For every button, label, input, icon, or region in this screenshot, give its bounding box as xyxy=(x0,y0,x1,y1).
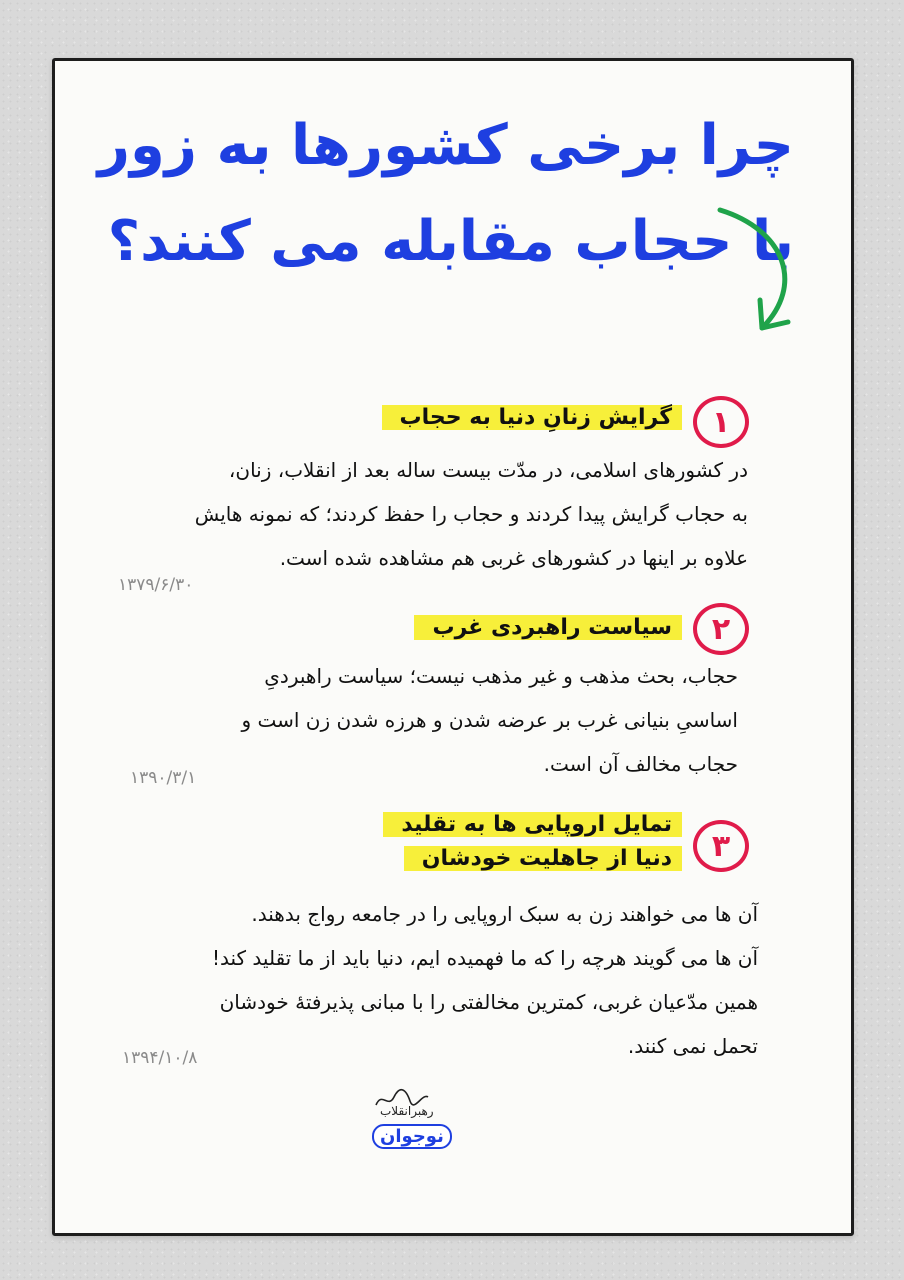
section-3-heading-line-1: تمایل اروپایی ها به تقلید xyxy=(383,812,682,837)
section-3-paragraph-line-4: تحمل نمی کنند. xyxy=(627,1034,758,1058)
magazine-logo: نوجوان xyxy=(372,1124,452,1149)
section-2-paragraph-line-3: حجاب مخالف آن است. xyxy=(543,752,738,776)
signature-caption: رهبرانقلاب xyxy=(380,1104,434,1118)
section-3-heading-line-2: دنیا از جاهلیت خودشان xyxy=(404,846,682,871)
section-1-paragraph-line-3: علاوه بر اینها در کشورهای غربی هم مشاهده شده است. xyxy=(279,546,748,570)
section-2-date: ۱۳۹۰/۳/۱ xyxy=(130,768,197,788)
section-3-paragraph-line-2: آن ها می گویند هرچه را که ما فهمیده ایم، دنیا باید از ما تقلید کند! xyxy=(211,946,758,970)
section-2-heading xyxy=(414,612,682,644)
section-1-paragraph xyxy=(195,448,748,580)
section-1-paragraph-line-2: به حجاب گرایش پیدا کردند و حجاب را حفظ کردند؛ که نمونه هایش xyxy=(194,502,748,526)
section-1-paragraph-line-1: در کشورهای اسلامی، در مدّت بیست ساله بعد از انقلاب، زنان، xyxy=(228,458,748,482)
poster-title-line-1: چرا برخی کشورها به زور xyxy=(97,113,794,178)
section-3-paragraph xyxy=(212,892,758,1068)
section-2-paragraph-line-1: حجاب، بحث مذهب و غیر مذهب نیست؛ سیاست راهبردیِ xyxy=(264,664,738,688)
poster-title-line-2: با حجاب مقابله می کنند؟ xyxy=(107,209,794,274)
section-2-number-icon: ۲ xyxy=(693,603,749,655)
section-3-paragraph-line-3: همین مدّعیان غربی، کمترین مخالفتی را با مبانی پذیرفتهٔ خودشان xyxy=(219,990,758,1014)
section-1-date: ۱۳۷۹/۶/۳۰ xyxy=(118,575,194,595)
section-3-number-icon: ۳ xyxy=(693,820,749,872)
section-3-paragraph-line-1: آن ها می خواهند زن به سبک اروپایی را در جامعه رواج بدهند. xyxy=(251,902,758,926)
section-2-heading-line-1: سیاست راهبردی غرب xyxy=(414,615,682,640)
section-2-paragraph xyxy=(241,654,738,786)
section-3-heading xyxy=(383,808,682,876)
section-1-number-icon: ۱ xyxy=(693,396,749,448)
curved-arrow-icon xyxy=(690,190,810,340)
section-1-heading-line-1: گرایش زنانِ دنیا به حجاب xyxy=(382,405,682,430)
section-3-date: ۱۳۹۴/۱۰/۸ xyxy=(122,1048,198,1068)
section-2-paragraph-line-2: اساسیِ بنیانی غرب بر عرضه شدن و هرزه شدن زن است و xyxy=(241,708,738,732)
section-1-heading xyxy=(382,402,682,434)
